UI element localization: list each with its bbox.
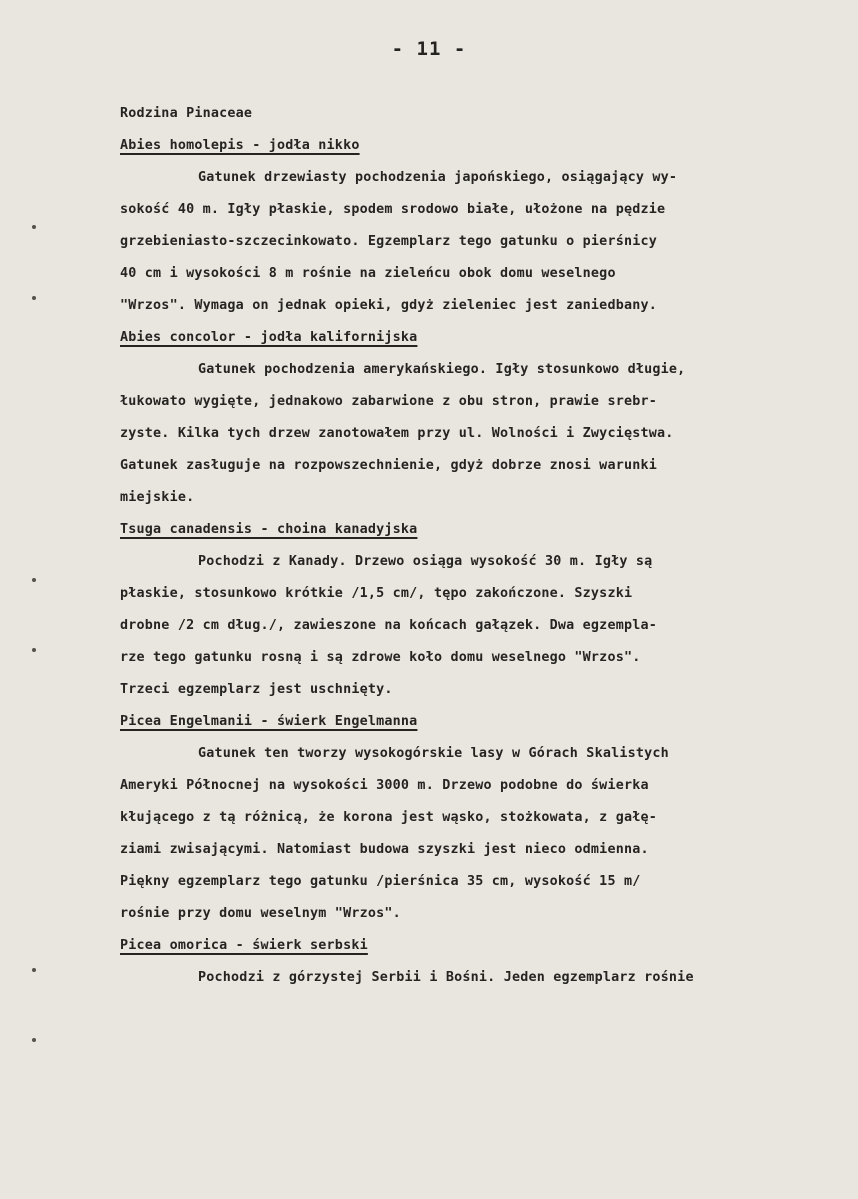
text-line: Gatunek drzewiasty pochodzenia japońskiego, osiągający wy-: [198, 170, 678, 185]
text-line: Ameryki Północnej na wysokości 3000 m. Drzewo podobne do świerka: [120, 778, 649, 793]
species-heading: [120, 130, 840, 162]
heading-text: Abies homolepis - jodła nikko: [120, 138, 360, 153]
species-heading: [120, 322, 840, 354]
margin-punch-mark: [32, 578, 36, 582]
text-line: sokość 40 m. Igły płaskie, spodem srodowo białe, ułożone na pędzie: [120, 202, 666, 217]
margin-punch-mark: [32, 1038, 36, 1042]
margin-punch-mark: [32, 225, 36, 229]
text-line: miejskie.: [120, 490, 195, 505]
margin-punch-mark: [32, 968, 36, 972]
text-line: rze tego gatunku rosną i są zdrowe koło domu weselnego "Wrzos".: [120, 650, 641, 665]
text-line: grzebieniasto-szczecinkowato. Egzemplarz tego gatunku o pierśnicy: [120, 234, 658, 249]
species-heading: [120, 706, 840, 738]
text-line: Rodzina Pinaceae: [120, 106, 253, 121]
page-number: - 11 -: [391, 38, 467, 60]
text-line: Gatunek ten tworzy wysokogórskie lasy w Górach Skalistych: [198, 746, 669, 761]
species-heading: [120, 930, 840, 962]
text-line: Pochodzi z górzystej Serbii i Bośni. Jeden egzemplarz rośnie: [198, 970, 694, 985]
text-line: Gatunek pochodzenia amerykańskiego. Igły stosunkowo długie,: [198, 362, 686, 377]
text-line: kłującego z tą różnicą, że korona jest wąsko, stożkowata, z gałę-: [120, 810, 658, 825]
text-line: Piękny egzemplarz tego gatunku /pierśnica 35 cm, wysokość 15 m/: [120, 874, 641, 889]
heading-text: Picea Engelmanii - świerk Engelmanna: [120, 714, 418, 729]
text-line: 40 cm i wysokości 8 m rośnie na zieleńcu obok domu weselnego: [120, 266, 616, 281]
heading-text: Picea omorica - świerk serbski: [120, 938, 368, 953]
text-line: rośnie przy domu weselnym "Wrzos".: [120, 906, 401, 921]
species-heading: [120, 514, 840, 546]
heading-text: Abies concolor - jodła kalifornijska: [120, 330, 418, 345]
text-line: Trzeci egzemplarz jest uschnięty.: [120, 682, 393, 697]
text-line: "Wrzos". Wymaga on jednak opieki, gdyż zieleniec jest zaniedbany.: [120, 298, 658, 313]
text-line: drobne /2 cm dług./, zawieszone na końcach gałązek. Dwa egzempla-: [120, 618, 658, 633]
text-line: płaskie, stosunkowo krótkie /1,5 cm/, tępo zakończone. Szyszki: [120, 586, 633, 601]
text-line: Gatunek zasługuje na rozpowszechnienie, gdyż dobrze znosi warunki: [120, 458, 658, 473]
margin-punch-mark: [32, 296, 36, 300]
text-line: łukowato wygięte, jednakowo zabarwione z obu stron, prawie srebr-: [120, 394, 658, 409]
text-line: zyste. Kilka tych drzew zanotowałem przy ul. Wolności i Zwycięstwa.: [120, 426, 674, 441]
document-body: [120, 98, 840, 994]
heading-text: Tsuga canadensis - choina kanadyjska: [120, 522, 418, 537]
text-line: Pochodzi z Kanady. Drzewo osiąga wysokość 30 m. Igły są: [198, 554, 653, 569]
text-line: ziami zwisającymi. Natomiast budowa szyszki jest nieco odmienna.: [120, 842, 649, 857]
margin-punch-mark: [32, 648, 36, 652]
